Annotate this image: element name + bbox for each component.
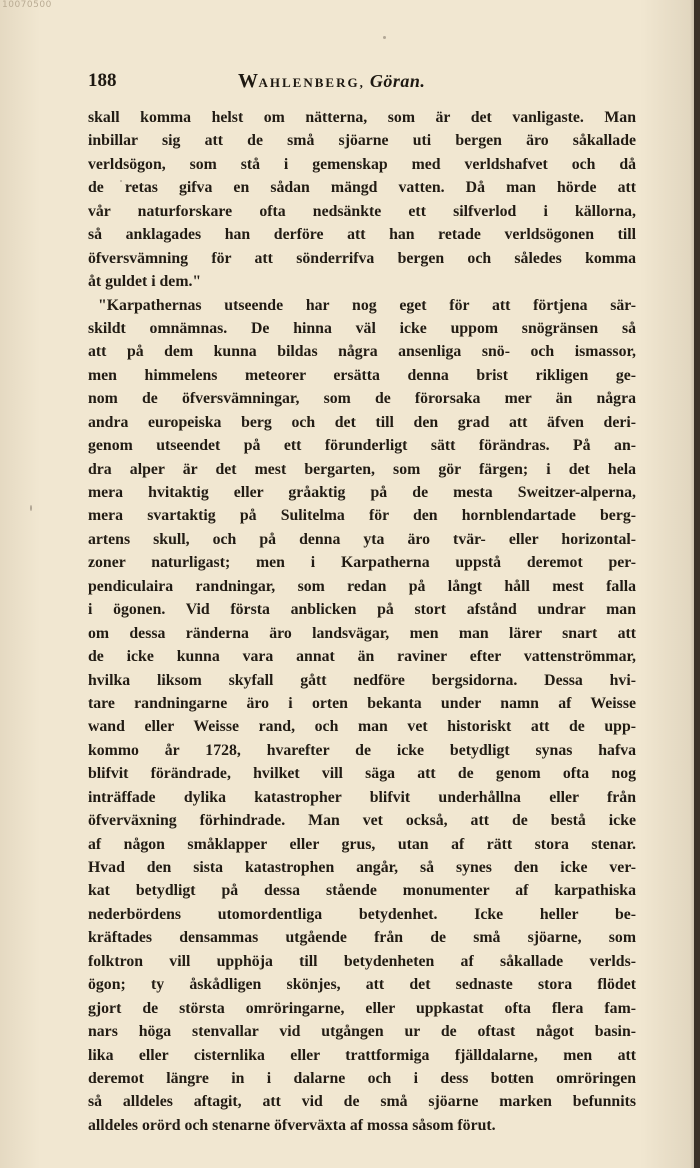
text-line: deremot längre in i dalarne och i dess botten omröringen — [88, 1069, 636, 1087]
text-line: af någon småklapper eller grus, utan af rätt stora stenar. — [88, 835, 636, 853]
text-line: alldeles orörd och stenarne öfverväxta af mossa såsom förut. — [88, 1116, 496, 1134]
text-line: de retas gifva en sådan mängd vatten. Då man hörde att — [88, 179, 636, 197]
paper-speck — [512, 1078, 514, 1084]
text-line: gjort de största omröringarne, eller uppkastat ofta flera fam- — [88, 999, 636, 1017]
page-edge-shadow — [694, 0, 700, 1168]
text-line: folktron vill upphöja till betydenheten af såkallade verlds- — [88, 952, 636, 970]
text-line: nars höga stenvallar vid utgången ur de oftast något basin- — [88, 1023, 636, 1041]
text-line: wand eller Weisse rand, och man vet historiskt att de upp- — [88, 718, 636, 736]
text-line: i ögonen. Vid första anblicken på stort afstånd undrar man — [88, 601, 636, 619]
body-text — [88, 106, 636, 1137]
text-line: "Karpathernas utseende har nog eget för att förtjena sär- — [98, 296, 636, 314]
text-line: inträffade dylika katastropher blifvit underhållna eller från — [88, 788, 636, 806]
text-line: de icke kunna vara annat än raviner efter vattenströmmar, — [88, 648, 636, 666]
text-line: andra europeiska berg och det till den grad att äfven deri- — [88, 413, 636, 431]
text-line: om dessa ränderna äro landsvägar, men man lärer snart att — [88, 624, 636, 642]
text-line: kräftades densammas utgående från de små sjöarne, som — [88, 929, 636, 947]
text-line: dra alper är det mest bergarten, som gör färgen; i det hela — [88, 460, 636, 478]
text-line: skall komma helst om nätterna, som är det vanligaste. Man — [88, 109, 636, 126]
text-line: artens skull, och på denna yta äro tvär- eller horizontal- — [88, 530, 636, 548]
text-line: verldsögon, som stå i gemenskap med verldshafvet och då — [88, 155, 636, 173]
text-line: zoner naturligast; men i Karpatherna uppstå deremot per- — [88, 554, 636, 572]
text-line: Hvad den sista katastrophen angår, så synes den icke ver- — [88, 859, 636, 876]
paper-speck — [383, 36, 386, 39]
page-number: 188 — [88, 70, 117, 91]
paper-speck — [120, 180, 122, 182]
author-surname-rest: AHLENBERG, — [258, 75, 365, 90]
text-line: blifvit förändrade, hvilket vill säga att de genom ofta nog — [88, 765, 636, 783]
text-line: att på dem kunna bildas några ansenliga snö- och ismassor, — [88, 343, 636, 361]
scan-id-label: 10070500 — [2, 0, 52, 10]
text-line: nom de öfversvämningar, som de förorsaka mer än några — [88, 390, 636, 408]
author-given-name: Göran. — [369, 71, 426, 91]
text-line: genom utseendet på ett förunderligt sätt förändras. På an- — [88, 437, 636, 455]
text-line: nederbördens utomordentliga betydenhet. Icke heller be- — [88, 905, 636, 923]
text-line: öfversvämning för att sönderrifva bergen och således komma — [88, 249, 636, 267]
text-line: pendiculaira randningar, som redan på långt håll mest falla — [88, 577, 636, 595]
text-line: mera svartaktig på Sulitelma för den hornblendartade berg- — [88, 507, 636, 525]
text-line: öfverväxning förhindrade. Man vet också, att de bestå icke — [88, 812, 636, 830]
text-line: så alldeles aftagit, att vid de små sjöarne marken befunnits — [88, 1093, 636, 1111]
text-line: mera hvitaktig eller gråaktig på de mesta Sweitzer-alperna, — [88, 484, 636, 501]
text-line: men himmelens meteorer ersätta denna brist rikligen ge- — [88, 366, 636, 384]
text-line: hvilka liksom skyfall gått nedföre bergsidorna. Dessa hvi- — [88, 671, 636, 689]
text-line: inbillar sig att de små sjöarne uti bergen äro såkallade — [88, 132, 636, 150]
running-header — [88, 70, 636, 98]
text-line: kommo år 1728, hvarefter de icke betydligt synas hafva — [88, 741, 636, 759]
text-line: lika eller cisternlika eller trattformiga fjälldalarne, men att — [88, 1046, 636, 1064]
text-line: skildt omnämnas. De hinna väl icke uppom snögränsen så — [88, 319, 636, 337]
text-line: ögon; ty åskådligen skönjes, att det sednaste stora flödet — [88, 976, 636, 994]
text-line: så anklagades han derföre att han retade verldsögonen till — [88, 226, 636, 244]
running-head-title — [238, 70, 425, 93]
text-line: åt guldet i dem." — [88, 273, 202, 291]
text-line: tare randningarne äro i orten bekanta under namn af Weisse — [88, 694, 636, 712]
paper-speck — [30, 505, 32, 511]
text-line: kat betydligt på dessa stående monumenter af karpathiska — [88, 882, 636, 900]
author-initial: W — [238, 70, 259, 92]
text-line: vår naturforskare ofta nedsänkte ett silfverlod i källorna, — [88, 202, 636, 220]
